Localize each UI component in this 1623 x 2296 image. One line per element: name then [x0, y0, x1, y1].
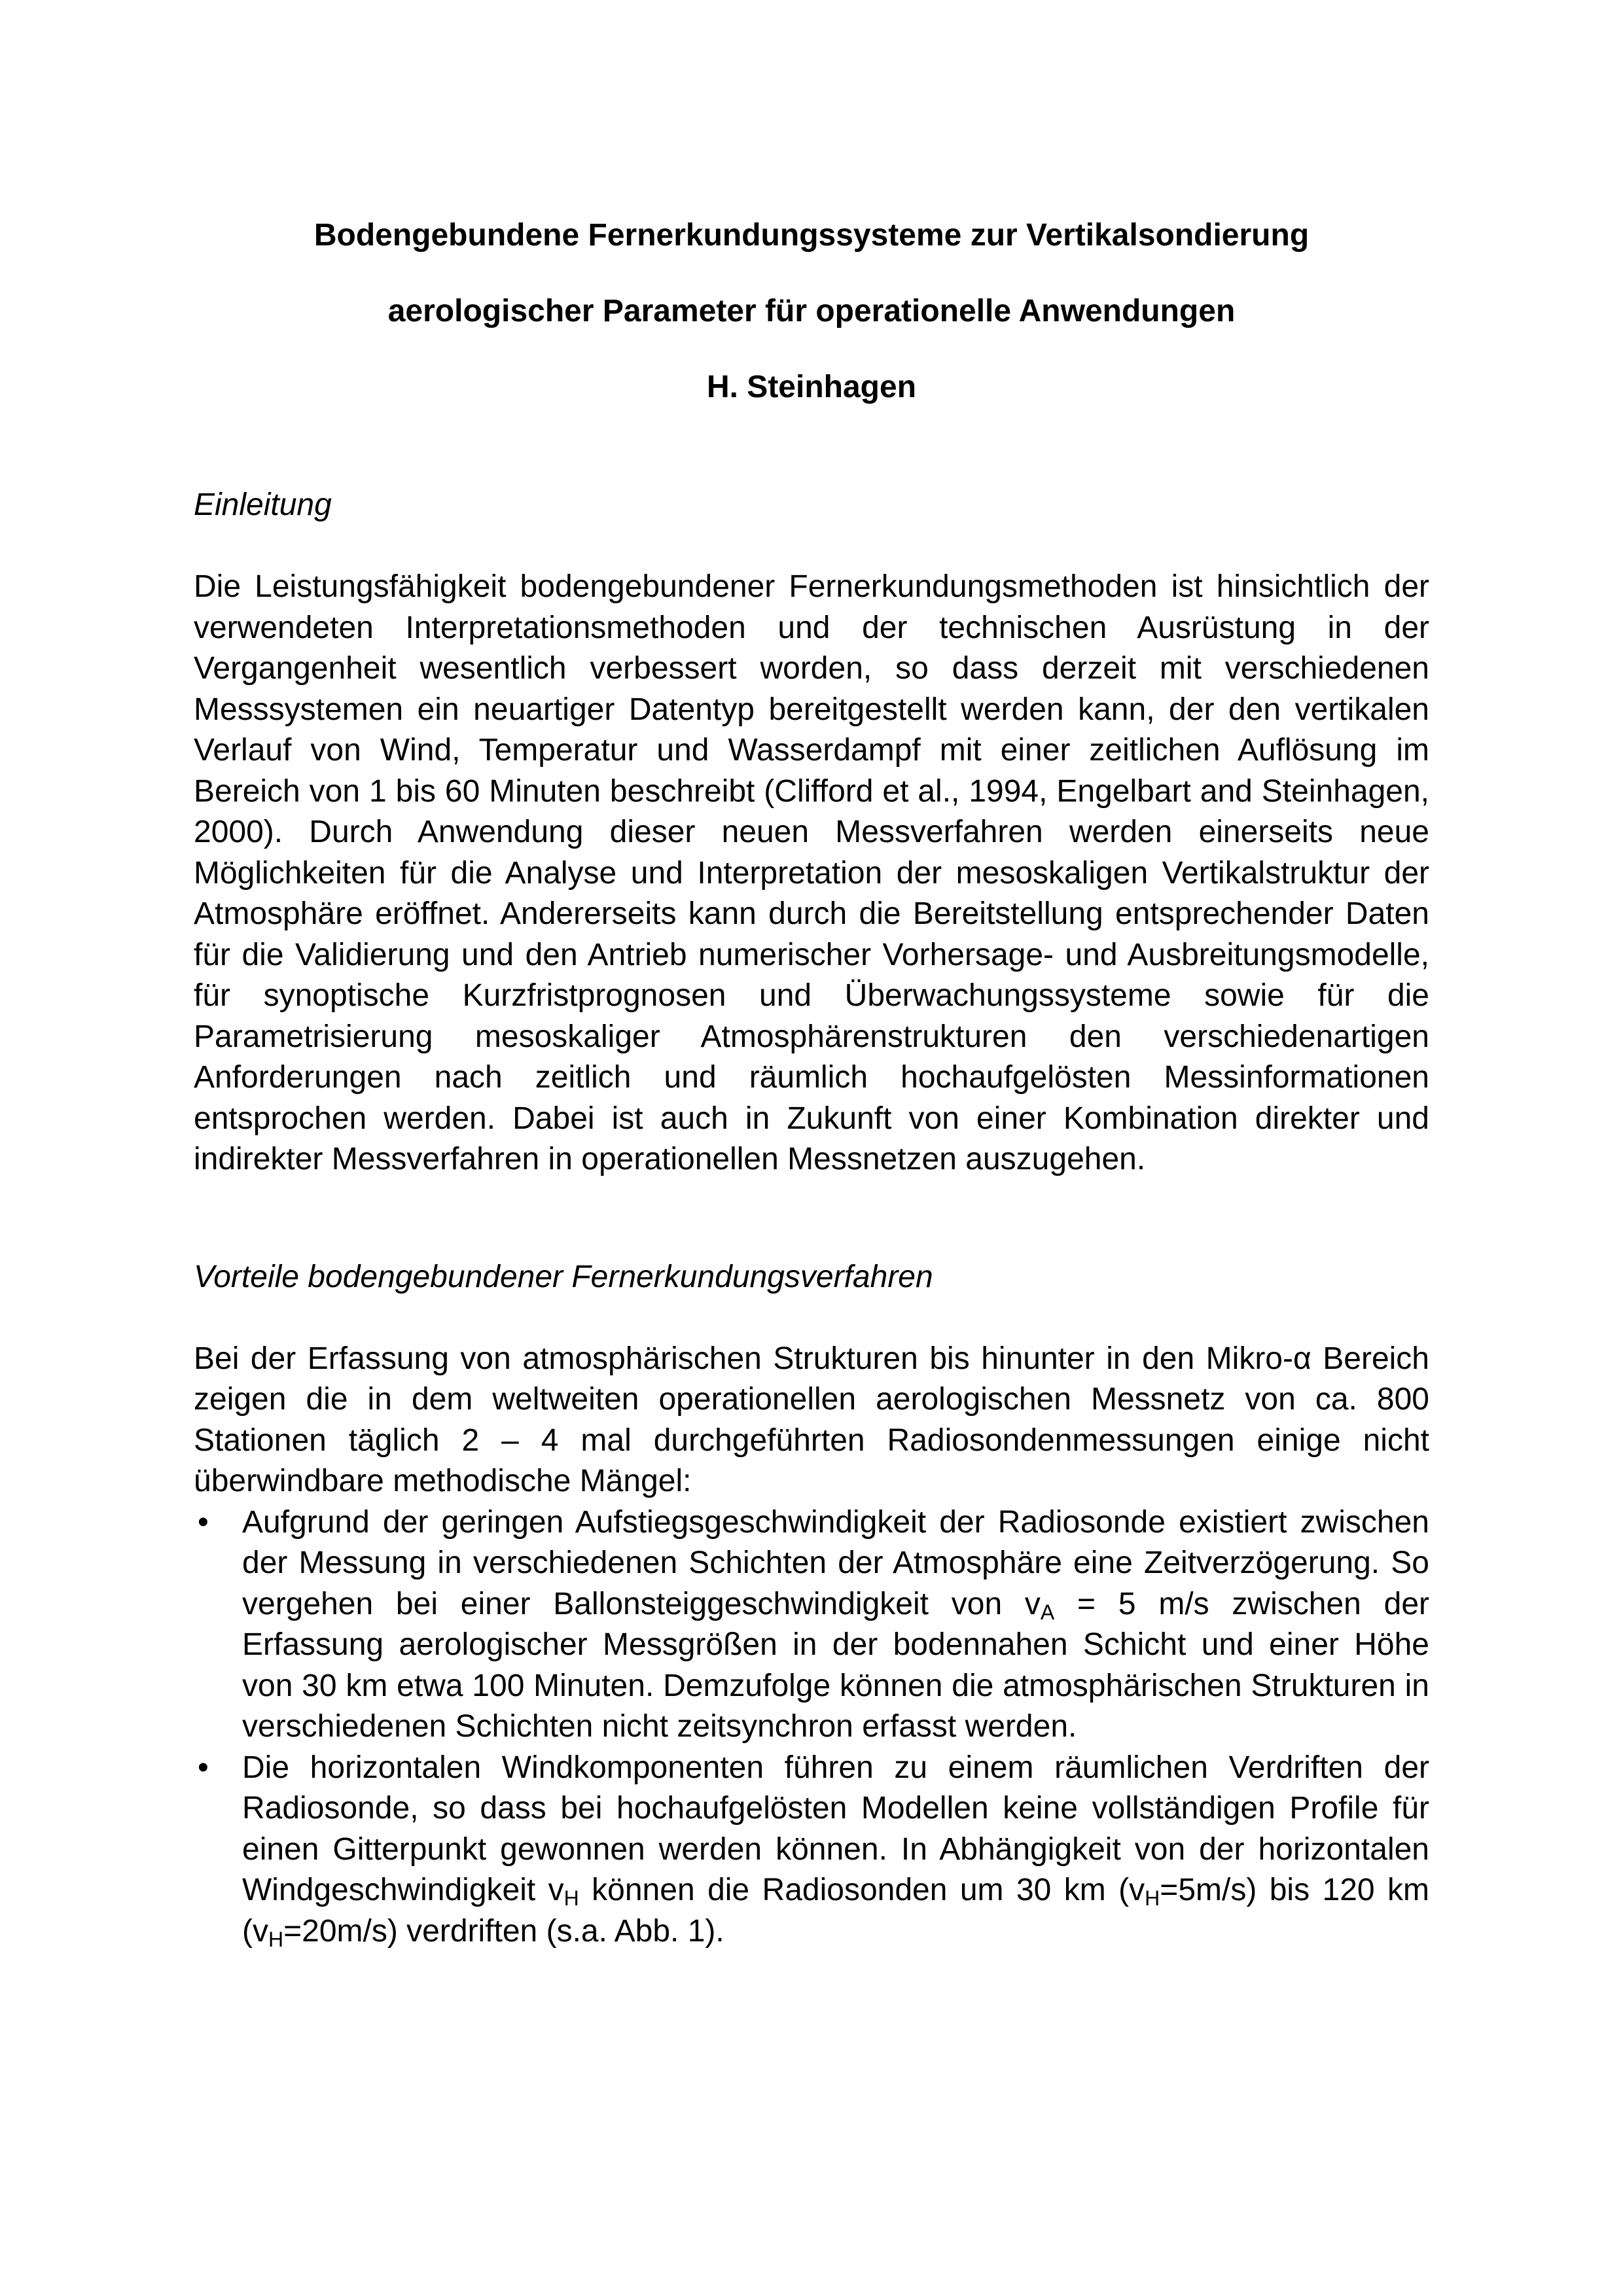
- subscript: A: [1040, 1600, 1055, 1624]
- section-heading-vorteile: Vorteile bodengebundener Fernerkundungsverfahren: [194, 1259, 933, 1294]
- title-line-2: aerologischer Parameter für operationelle Anwendungen: [387, 294, 1236, 328]
- bullet-text: Die horizontalen Windkomponenten führen zu einem räumlichen Verdriften der Radiosonde, so dass bei hochaufgelösten Modellen keine vollständigen Profile für einen Gitterpunkt gewonnen werden können. In Abhängigkeit von der horizontalen Windgeschwindigkeit v: [242, 1750, 1429, 1907]
- bullet-text: Aufgrund der geringen Aufstiegsgeschwindigkeit der Radiosonde existiert zwischen der Messung in verschiedenen Schichten der Atmosphäre eine Zeitverzögerung. So vergehen bei einer Ballonsteiggeschwindigkeit von v: [242, 1504, 1429, 1621]
- bullet-text: =5m/s) bis 120 km (v: [242, 1873, 1430, 1949]
- bullet-list: [194, 1502, 1429, 1952]
- author: H. Steinhagen: [706, 370, 917, 404]
- bullet-text: = 5 m/s zwischen der Erfassung aerologischer Messgrößen in der bodennahen Schicht und einer Höhe von 30 km etwa 100 Minuten. Demzufolge können die atmosphärischen Strukturen in verschiedenen Schichten nicht zeitsynchron erfasst werden.: [242, 1586, 1430, 1744]
- paragraph-einleitung: Die Leistungsfähigkeit bodengebundener Fernerkundungsmethoden ist hinsichtlich der verwendeten Interpretationsmethoden und der technischen Ausrüstung in der Vergangenheit wesentlich verbessert worden, so dass derzeit mit verschiedenen Messsystemen ein neuartiger Datentyp bereitgestellt werden kann, der den vertikalen Verlauf von Wind, Temperatur und Wasserdampf mit einer zeitlichen Auflösung im Bereich von 1 bis 60 Minuten beschreibt (Clifford et al., 1994, Engelbart and Steinhagen, 2000). Durch Anwendung dieser neuen Messverfahren werden einerseits neue Möglichkeiten für die Analyse und Interpretation der mesoskaligen Vertikalstruktur der Atmosphäre eröffnet. Andererseits kann durch die Bereitstellung entsprechender Daten für die Validierung und den Antrieb numerischer Vorhersage- und Ausbreitungsmodelle, für synoptische Kurzfristprognosen und Überwachungssysteme sowie für die Parametrisierung mesoskaliger Atmosphärenstrukturen den verschiedenartigen Anforderungen nach zeitlich und räumlich hochaufgelösten Messinformationen entsprochen werden. Dabei ist auch in Zukunft von einer Kombination direkter und indirekter Messverfahren in operationellen Messnetzen auszugehen.: [194, 569, 1429, 1176]
- bullet-item-verdriften: [194, 1748, 1429, 1952]
- subscript: H: [563, 1886, 579, 1910]
- bullet-icon: •: [198, 1504, 209, 1540]
- bullet-item-zeitverzoegerung: [194, 1502, 1429, 1748]
- subscript: H: [1145, 1886, 1160, 1910]
- section-heading-einleitung: Einleitung: [194, 487, 332, 522]
- page-content: [194, 216, 1429, 1952]
- subscript: H: [268, 1927, 284, 1951]
- bullet-icon: •: [198, 1750, 209, 1785]
- bullet-text: =20m/s) verdriften (s.a. Abb. 1).: [283, 1913, 724, 1949]
- title-line-1: Bodengebundene Fernerkundungssysteme zur Vertikalsondierung: [313, 218, 1310, 253]
- paragraph-vorteile: Bei der Erfassung von atmosphärischen Strukturen bis hinunter in den Mikro-α Bereich zeigen die in dem weltweiten operationellen aerologischen Messnetz von ca. 800 Stationen täglich 2 – 4 mal durchgeführten Radiosondenmessungen einige nicht überwindbare methodische Mängel:: [194, 1341, 1429, 1498]
- bullet-text: können die Radiosonden um 30 km (v: [579, 1873, 1145, 1907]
